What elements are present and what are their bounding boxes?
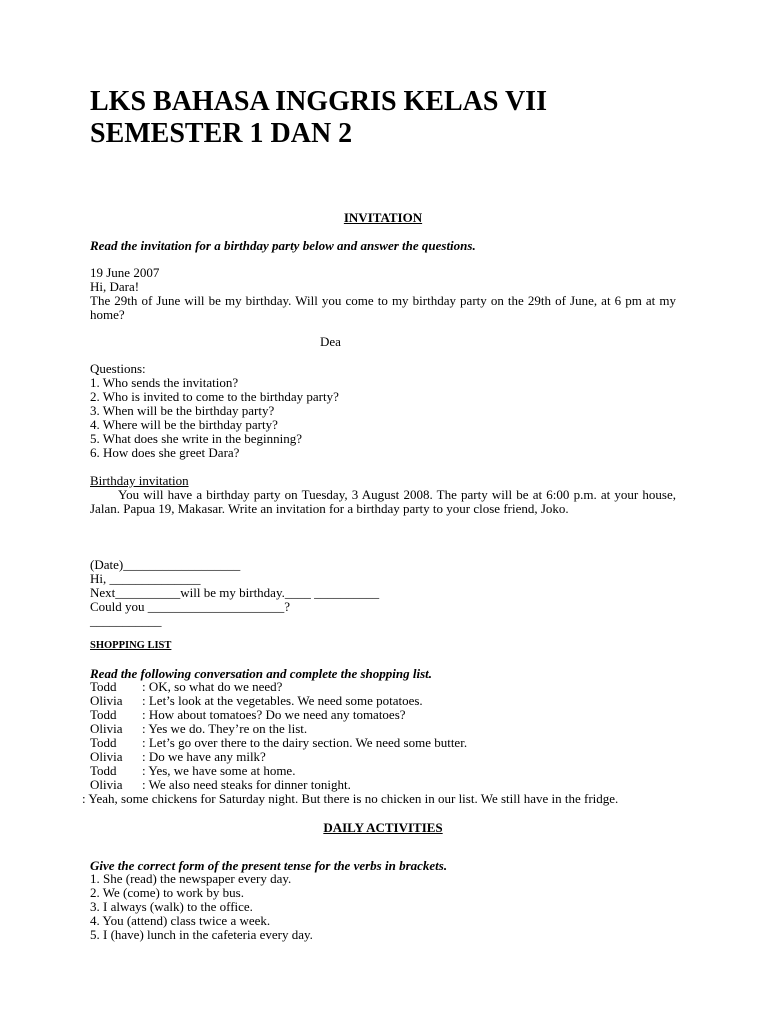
birthday-task xyxy=(90,474,676,516)
utterance: : Let’s go over there to the dairy section. We need some butter. xyxy=(142,735,468,750)
speaker: Olivia xyxy=(90,749,123,764)
document-title xyxy=(90,86,547,150)
template-line: Next__________will be my birthday.____ __________ xyxy=(90,585,380,600)
letter-signature: Dea xyxy=(320,334,341,349)
daily-heading: DAILY ACTIVITIES xyxy=(323,820,443,835)
task-body: You will have a birthday party on Tuesday, 3 August 2008. The party will be at 6:00 p.m. at your house, Jalan. Papua 19, Makasar. Write an invitation for a birthday party to your close friend, Joko. xyxy=(90,487,676,516)
conversation-line xyxy=(90,708,676,722)
conversation-line xyxy=(90,694,676,708)
speaker: Todd xyxy=(90,735,117,750)
daily-item: 3. I always (walk) to the office. xyxy=(90,899,253,914)
question-item: 5. What does she write in the beginning? xyxy=(90,431,303,446)
letter-greeting: Hi, Dara! xyxy=(90,279,140,294)
conversation-last-line: : Yeah, some chickens for Saturday night. But there is no chicken in our list. We still have in the fridge. xyxy=(82,791,619,806)
shopping-instruction: Read the following conversation and complete the shopping list. xyxy=(90,666,432,681)
conversation-line xyxy=(90,722,676,736)
shopping-conversation xyxy=(90,680,676,792)
utterance: : Yes we do. They’re on the list. xyxy=(142,721,308,736)
speaker: Olivia xyxy=(90,777,123,792)
daily-item: 5. I (have) lunch in the cafeteria every day. xyxy=(90,927,313,942)
invitation-template xyxy=(90,558,676,628)
utterance: : Yes, we have some at home. xyxy=(142,763,296,778)
daily-item: 2. We (come) to work by bus. xyxy=(90,885,244,900)
questions-list xyxy=(90,362,676,460)
template-line: Could you _____________________? xyxy=(90,599,291,614)
letter-body: The 29th of June will be my birthday. Will you come to my birthday party on the 29th of June, at 6 pm at my home? xyxy=(90,293,676,322)
speaker: Olivia xyxy=(90,693,123,708)
speaker: Todd xyxy=(90,679,117,694)
questions-label: Questions: xyxy=(90,361,146,376)
speaker: Olivia xyxy=(90,721,123,736)
utterance: : Let’s look at the vegetables. We need some potatoes. xyxy=(142,693,423,708)
conversation-line xyxy=(90,736,676,750)
template-line: Hi, ______________ xyxy=(90,571,201,586)
template-line: ___________ xyxy=(90,613,162,628)
letter-date: 19 June 2007 xyxy=(90,265,160,280)
task-heading: Birthday invitation xyxy=(90,473,189,488)
question-item: 4. Where will be the birthday party? xyxy=(90,417,278,432)
question-item: 6. How does she greet Dara? xyxy=(90,445,240,460)
template-line: (Date)__________________ xyxy=(90,557,241,572)
speaker: Todd xyxy=(90,763,117,778)
speaker: Todd xyxy=(90,707,117,722)
question-item: 2. Who is invited to come to the birthday party? xyxy=(90,389,339,404)
question-item: 1. Who sends the invitation? xyxy=(90,375,239,390)
conversation-line xyxy=(90,764,676,778)
invitation-heading: INVITATION xyxy=(343,210,423,225)
utterance: : How about tomatoes? Do we need any tomatoes? xyxy=(142,707,406,722)
conversation-line xyxy=(90,680,676,694)
question-item: 3. When will be the birthday party? xyxy=(90,403,275,418)
daily-instruction: Give the correct form of the present tense for the verbs in brackets. xyxy=(90,858,448,873)
invitation-instruction: Read the invitation for a birthday party below and answer the questions. xyxy=(90,238,476,253)
title-line-2: SEMESTER 1 DAN 2 xyxy=(90,118,353,149)
utterance: : Do we have any milk? xyxy=(142,749,266,764)
daily-item: 4. You (attend) class twice a week. xyxy=(90,913,271,928)
conversation-line xyxy=(90,778,676,792)
daily-item: 1. She (read) the newspaper every day. xyxy=(90,871,292,886)
invitation-letter xyxy=(90,266,676,322)
conversation-line xyxy=(90,750,676,764)
utterance: : OK, so what do we need? xyxy=(142,679,283,694)
title-line-1: LKS BAHASA INGGRIS KELAS VII xyxy=(90,86,547,117)
shopping-heading: SHOPPING LIST xyxy=(90,640,172,651)
utterance: : We also need steaks for dinner tonight. xyxy=(142,777,351,792)
daily-list xyxy=(90,872,676,942)
